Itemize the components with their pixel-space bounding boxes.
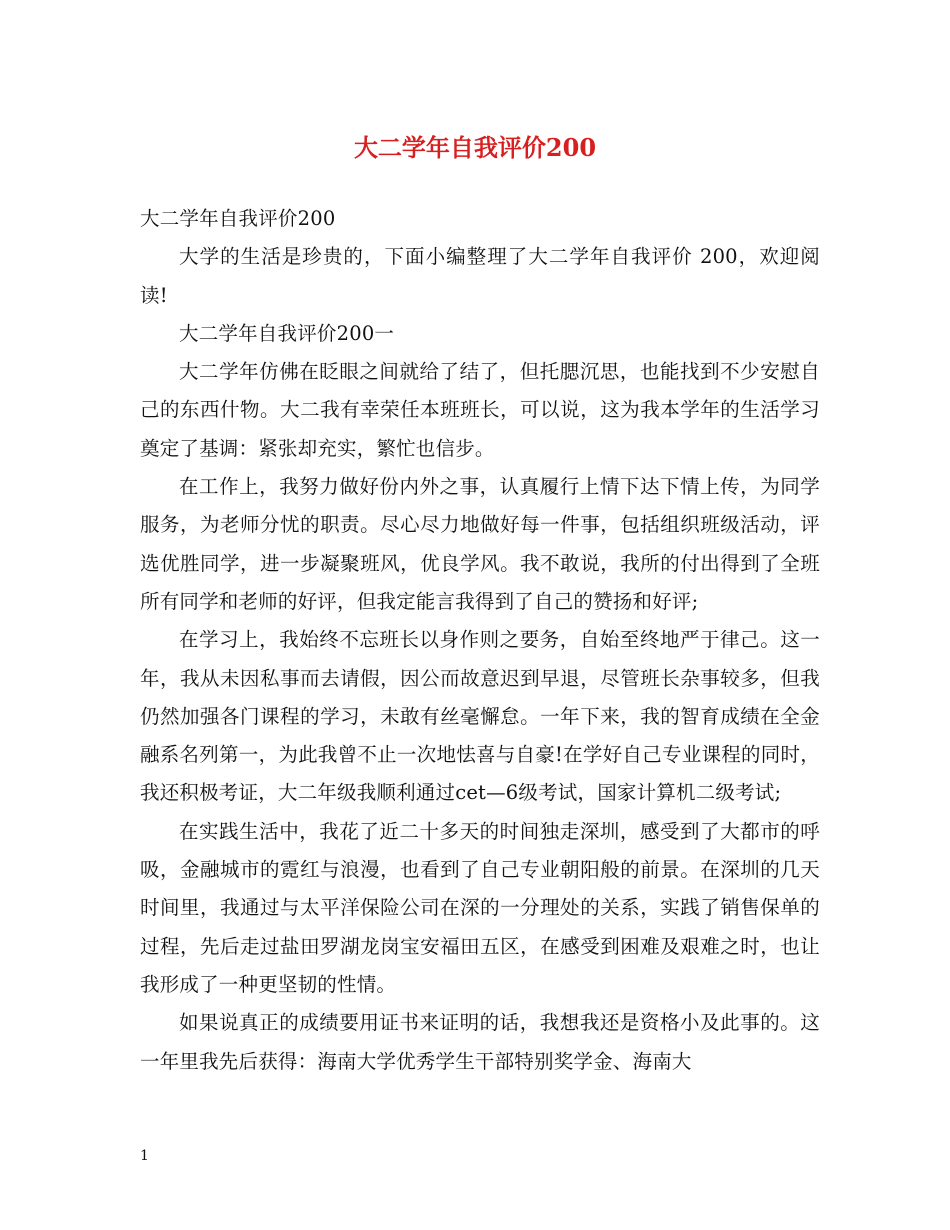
document-title: 大二学年自我评价200	[353, 133, 597, 162]
paragraph: 在工作上，我努力做好份内外之事，认真履行上情下达下情上传，为同学服务，为老师分忧的职责。尽心尽力地做好每一件事，包括组织班级活动，评选优胜同学，进一步凝聚班风，优良学风。我不敢说，我所的付出得到了全班所有同学和老师的好评，但我定能言我得到了自己的赞扬和好评;	[140, 475, 820, 613]
paragraph: 大二学年仿佛在眨眼之间就给了结了，但托腮沉思，也能找到不少安慰自己的东西什物。大二我有幸荣任本班班长，可以说，这为我本学年的生活学习奠定了基调：紧张却充实，繁忙也信步。	[140, 360, 820, 460]
paragraph: 如果说真正的成绩要用证书来证明的话，我想我还是资格小及此事的。这一年里我先后获得：海南大学优秀学生干部特别奖学金、海南大	[140, 1011, 820, 1073]
section-heading: 大二学年自我评价200一	[179, 321, 395, 345]
document-body	[140, 200, 820, 1081]
paragraph: 在学习上，我始终不忘班长以身作则之要务，自始至终地严于律己。这一年，我从未因私事而去请假，因公而故意迟到早退，尽管班长杂事较多，但我仍然加强各门课程的学习，未敢有丝毫懈怠。一年下来，我的智育成绩在全金融系名列第一，为此我曾不止一次地怯喜与自豪!在学好自己专业课程的同时，我还积极考证，大二年级我顺利通过cet—6级考试，国家计算机二级考试;	[140, 628, 820, 805]
paragraph: 大二学年自我评价200	[140, 207, 336, 230]
page-number: 1	[140, 1148, 149, 1164]
paragraph: 在实践生活中，我花了近二十多天的时间独走深圳，感受到了大都市的呼吸，金融城市的霓红与浪漫，也看到了自己专业朝阳般的前景。在深圳的几天时间里，我通过与太平洋保险公司在深的一分理处的关系，实践了销售保单的过程，先后走过盐田罗湖龙岗宝安福田五区，在感受到困难及艰难之时，也让我形成了一种更坚韧的性情。	[140, 819, 820, 996]
paragraph: 大学的生活是珍贵的，下面小编整理了大二学年自我评价 200，欢迎阅读!	[140, 245, 820, 307]
